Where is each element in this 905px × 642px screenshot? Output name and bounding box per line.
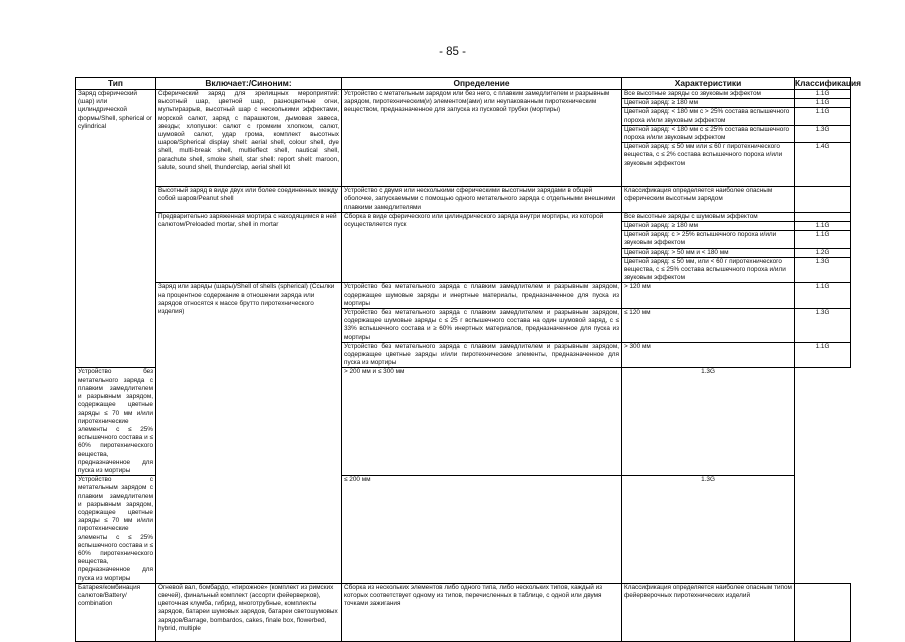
includes-cell: Огневой вал, бомбардо, «пирожное» (комплект из римских свечей), финальный комплект (ассорти фейерверков), цветочная клумба, гибрид, многотрубные, комплекты зарядов, батареи шумовых зарядов, батареи светошумовых зарядов/Barrage, bombardos, cakes, finale box, flowerbed, hybrid, multiple bbox=[156, 583, 342, 641]
spec-cell: > 120 мм bbox=[622, 283, 795, 309]
classification-cell: 1.1G bbox=[795, 99, 851, 108]
definition-cell: Сборка в виде сферического или цилиндрического заряда внутри мортиры, из которой осуществляется пуск bbox=[342, 212, 622, 283]
spec-cell: > 200 мм и ≤ 300 мм bbox=[342, 368, 622, 476]
definition-cell: Устройство с двумя или несколькими сферическими высотными зарядами в общей оболочке, запускаемыми с помощью одного метательного заряда с отдельными внешними плавкими замедлителями bbox=[342, 187, 622, 213]
table-row bbox=[76, 212, 851, 221]
classification-cell: 1.3G bbox=[795, 309, 851, 343]
spec-cell: Цветной заряд: ≥ 180 мм bbox=[622, 99, 795, 108]
classification-cell: 1.3G bbox=[795, 125, 851, 142]
spec-cell: Цветной заряд: с > 25% вспышечного пороха и/или звуковым эффектом bbox=[622, 231, 795, 248]
table-row bbox=[76, 583, 851, 641]
classification-cell: 1.2G bbox=[795, 248, 851, 257]
spec-cell: Цветной заряд: < 180 мм с > 25% состава вспышечного пороха и/или звуковым эффектом bbox=[622, 108, 795, 125]
classification-cell: 1.1G bbox=[795, 108, 851, 125]
spec-cell: Цветной заряд: ≤ 50 мм или ≤ 60 г пиротехнического вещества, с ≤ 2% состава вспышечного пороха и/или звуковым эффектом bbox=[622, 143, 795, 187]
classification-cell bbox=[795, 187, 851, 213]
type-cell: Батарея/комбинация салютов/Battery/ combination bbox=[76, 583, 156, 641]
header-classification: Классификация bbox=[795, 78, 862, 88]
classification-cell: 1.1G bbox=[795, 342, 851, 368]
table-row bbox=[76, 187, 851, 213]
includes-cell: Предварительно заряженная мортира с находящимся в ней салютом/Preloaded mortar, shell in mortar bbox=[156, 212, 342, 283]
classification-cell: 1.3G bbox=[622, 368, 795, 476]
definition-cell: Устройство с метательным зарядом с плавким замедлителем и разрывным зарядом, содержащее цветные заряды ≤ 70 мм и/или пиротехнические элементы с ≤ 25% вспышечного состава и ≤ 60% пиротехнического вещества, предназначенное для пуска из мортиры bbox=[76, 476, 156, 584]
table-row bbox=[76, 90, 851, 99]
includes-cell: Сферический заряд для зрелищных мероприятий: высотный шар, цветной шар, разноцветные огни, мультиразрыв, высотный шар с несколькими эффектами, морской салют, заряд с парашютом, дымовая завеса, звезды; хлопушки: салют с громким хлопком, салют, шумовой салют, удар грома, комплект высотных шаров/Spherical display shell: aerial shell, colour shell, dye shell, multi-break shell, multieffect shell, nautical shell, parachute shell, smoke shell, star shell: report shell: maroon, salute, sound shell, thunderclap, aerial shell kit bbox=[156, 90, 342, 187]
spec-cell: ≤ 120 мм bbox=[622, 309, 795, 343]
includes-cell: Высотный заряд в виде двух или более соединенных между собой шаров/Peanut shell bbox=[156, 187, 342, 213]
spec-cell: Цветной заряд: ≥ 180 мм bbox=[622, 222, 795, 231]
page-number: - 85 - bbox=[439, 46, 466, 58]
header-definition: Определение bbox=[342, 78, 622, 90]
spec-cell: Все высотные заряды с шумовым эффектом bbox=[622, 212, 795, 221]
spec-cell: ≤ 200 мм bbox=[342, 476, 622, 584]
definition-cell: Устройство без метательного заряда с плавким замедлителем и разрывным зарядом, содержащее шумовые заряды с ≤ 25 г вспышечного состава на один шумовой заряд, с ≤ 33% вспышечного состава и ≥ 60% инертных материалов, предназначенное для пуска из мортиры bbox=[342, 309, 622, 343]
definition-cell: Устройство без метательного заряда с плавким замедлителем и разрывным зарядом, содержащее цветные заряды и/или пиротехнические элементы, предназначенное для пуска из мортиры bbox=[342, 342, 622, 368]
table-row bbox=[76, 283, 851, 309]
spec-cell: > 300 мм bbox=[622, 342, 795, 368]
spec-cell: Цветной заряд: < 180 мм с ≤ 25% состава вспышечного пороха и/или звуковым эффектом bbox=[622, 125, 795, 142]
classification-cell: 1.1G bbox=[795, 283, 851, 309]
definition-cell: Устройство без метательного заряда с плавким замедлителем и разрывным зарядом, содержащее цветные заряды ≤ 70 мм и/или пиротехнические элементы с ≤ 25% вспышечного состава и ≤ 60% пиротехнического вещества, предназначенное для пуска из мортиры bbox=[76, 368, 156, 476]
classification-cell bbox=[795, 212, 851, 221]
header-specification: Характеристики bbox=[622, 78, 795, 90]
spec-cell: Цветной заряд: > 50 мм и < 180 мм bbox=[622, 248, 795, 257]
classification-cell: 1.3G bbox=[622, 476, 795, 584]
classification-cell: 1.3G bbox=[795, 257, 851, 283]
spec-cell: Классификация определяется наиболее опасным сферическим высотным зарядом bbox=[622, 187, 795, 213]
table-header-row bbox=[76, 78, 851, 90]
includes-cell: Заряд или заряды (шары)/Shell of shells (spherical) (Ссылки на процентное содержание в отношении заряда или зарядов относятся к массе брутто пиротехнического изделия) bbox=[156, 283, 342, 583]
classification-cell: 1.1G bbox=[795, 231, 851, 248]
definition-cell: Устройство без метательного заряда с плавким замедлителем и разрывным зарядом, содержащее шумовые заряды и инертные материалы, предназначенное для пуска из мортиры bbox=[342, 283, 622, 309]
definition-cell: Сборка из нескольких элементов либо одного типа, либо нескольких типов, каждый из которых соответствует одному из типов, перечисленных в таблице, с одной или двумя точками зажигания bbox=[342, 583, 622, 641]
classification-cell: 1.1G bbox=[795, 222, 851, 231]
header-includes: Включает:/Синоним: bbox=[156, 78, 342, 90]
spec-cell: Все высотные заряды со звуковым эффектом bbox=[622, 90, 795, 99]
definition-cell: Устройство с метательным зарядом или без него, с плавким замедлителем и разрывным зарядом, пиротехническим(и) элементом(ами) или неупакованным пиротехническим веществом, предназначенное для запуска из пусковой трубки (мортиры) bbox=[342, 90, 622, 187]
classification-cell bbox=[795, 583, 851, 641]
spec-cell: Классификация определяется наиболее опасным типом фейерверочных пиротехнических изделий bbox=[622, 583, 795, 641]
header-type: Тип bbox=[76, 78, 156, 90]
spec-cell: Цветной заряд: ≤ 50 мм, или < 60 г пиротехнического вещества, с ≤ 25% состава вспышечного пороха и/или звуковым эффектом bbox=[622, 257, 795, 283]
classification-cell: 1.1G bbox=[795, 90, 851, 99]
type-cell: Заряд сферический (шар) или цилиндрической формы/Shell, spherical or cylindrical bbox=[76, 90, 156, 368]
classification-cell: 1.4G bbox=[795, 143, 851, 187]
classification-table bbox=[75, 77, 862, 642]
